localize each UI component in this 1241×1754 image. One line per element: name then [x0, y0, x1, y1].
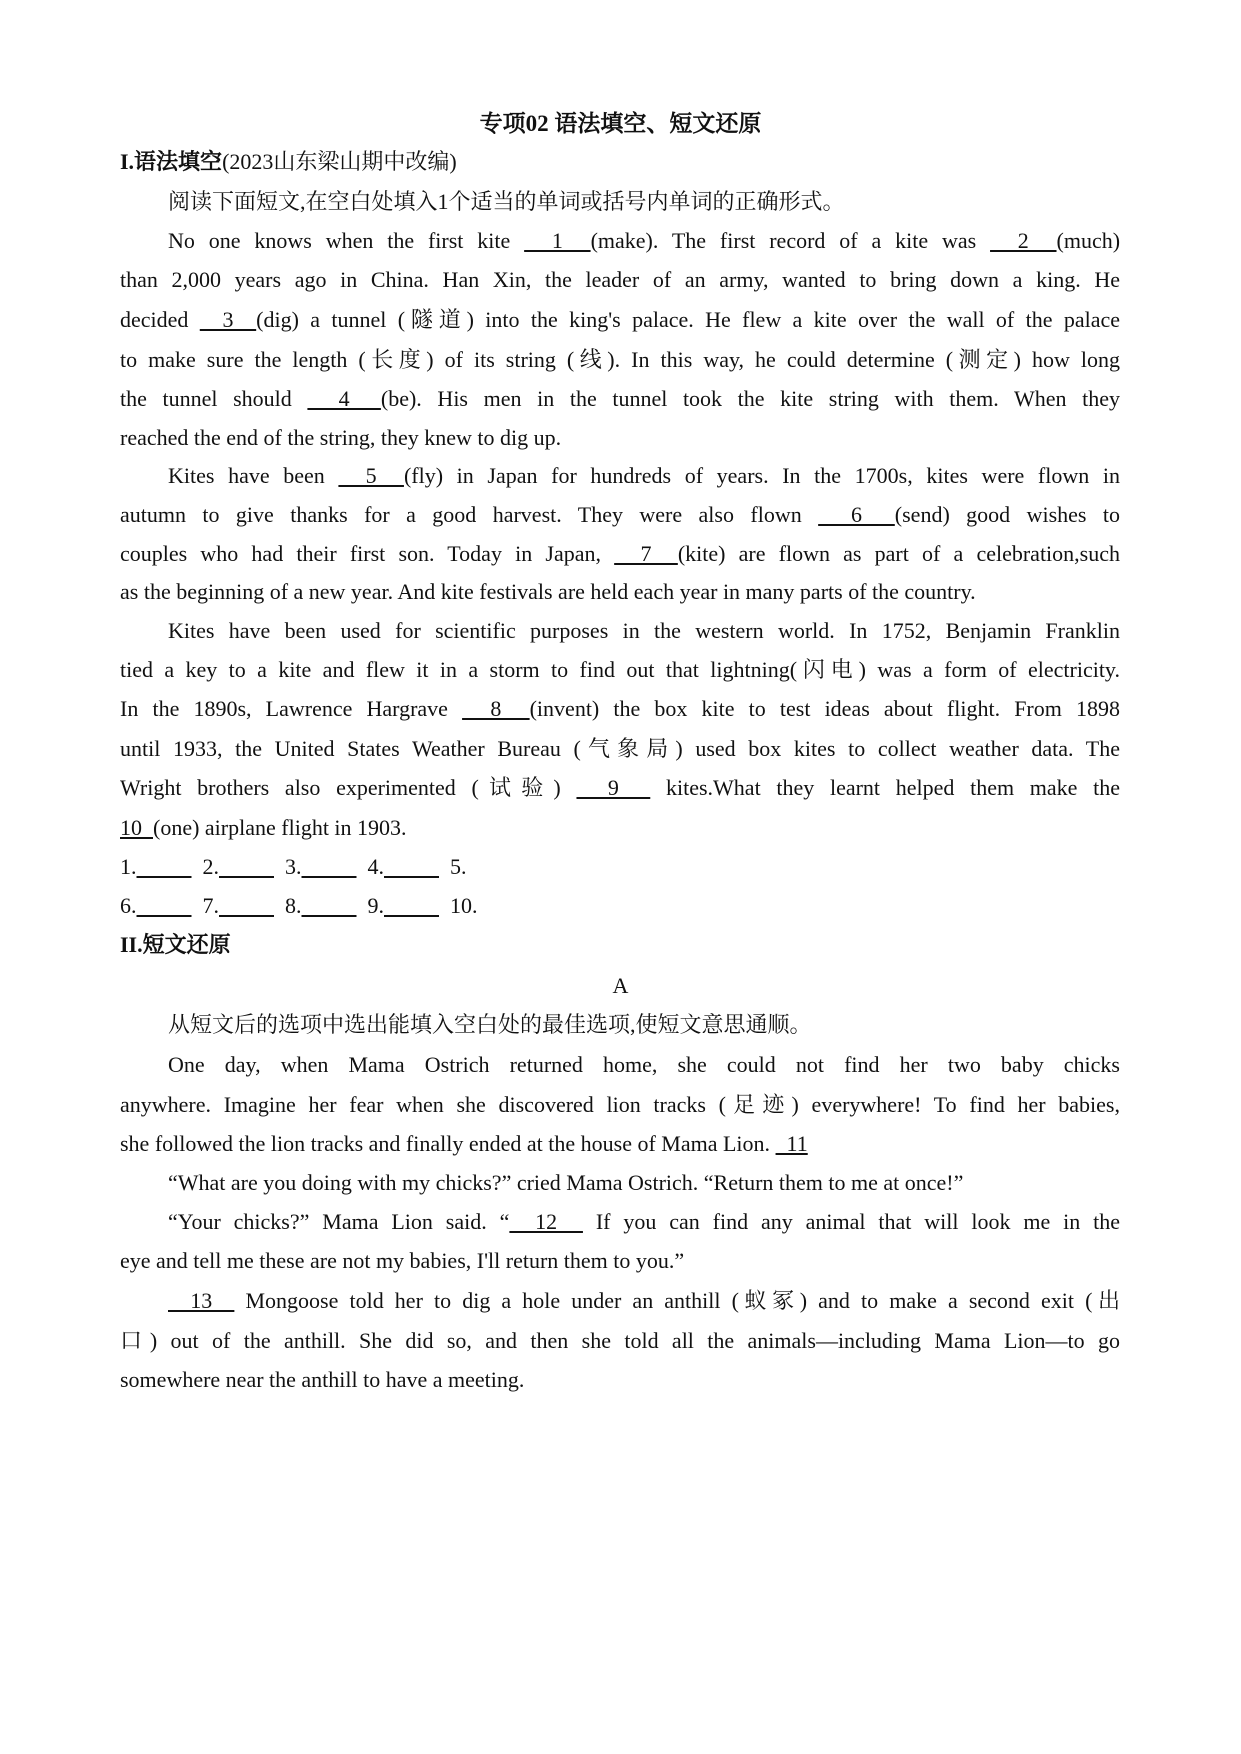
p3-line1: Kites have been used for scientific purposes in the western world. In 1752, Benjamin Franklin — [168, 618, 1120, 643]
p1-line5: the tunnel should 4 (be). His men in the tunnel took the kite string with them. When they — [120, 386, 1120, 411]
s2-p1-line1: One day, when Mama Ostrich returned home, she could not find her two baby chicks — [168, 1052, 1120, 1077]
s2-p4-line2: 口) out of the anthill. She did so, and then she told all the animals—including Mama Lion—to go — [120, 1328, 1120, 1353]
p3-line6: 10 (one) airplane flight in 1903. — [120, 815, 407, 840]
s2-p2: “What are you doing with my chicks?” cried Mama Ostrich. “Return them to me at once!” — [168, 1170, 964, 1195]
answer-blank-2[interactable] — [219, 847, 274, 887]
s2-p4-line3: somewhere near the anthill to have a meeting. — [120, 1367, 525, 1392]
answer-label-6: 6. — [120, 893, 137, 918]
answer-blank-7[interactable] — [219, 886, 274, 926]
blank-13: 13 — [168, 1288, 235, 1313]
answer-blank-8[interactable] — [302, 886, 357, 926]
answer-row-2 — [120, 886, 1120, 926]
s2-p1-line3: she followed the lion tracks and finally ended at the house of Mama Lion. 11 — [120, 1131, 808, 1156]
answer-blank-3[interactable] — [302, 847, 357, 887]
answer-row-1 — [120, 847, 1120, 887]
p1-line3: decided 3 (dig) a tunnel (隧道) into the king's palace. He flew a kite over the wall of the palace — [120, 307, 1120, 332]
answer-blank-9[interactable] — [384, 886, 439, 926]
s2-p3-line1: “Your chicks?” Mama Lion said. “ 12 If you can find any animal that will look me in the — [168, 1209, 1121, 1234]
blank-10: 10 — [120, 815, 153, 840]
blank-12: 12 — [509, 1209, 583, 1234]
p3-line4: until 1933, the United States Weather Bureau (气象局) used box kites to collect weather data. The — [120, 736, 1120, 761]
blank-6: 6 — [818, 502, 895, 527]
answer-blank-1[interactable] — [137, 847, 192, 887]
blank-4: 4 — [307, 386, 381, 411]
p1-line1: No one knows when the first kite 1 (make). The first record of a kite was 2 (much) — [168, 228, 1121, 253]
answer-label-10: 10. — [450, 893, 478, 918]
p1-line4: to make sure the length (长度) of its string (线). In this way, he could determine (测定) how long — [120, 347, 1120, 372]
p3-line3: In the 1890s, Lawrence Hargrave 8 (invent) the box kite to test ideas about flight. From 1898 — [120, 696, 1121, 721]
blank-5: 5 — [338, 463, 404, 488]
blank-8: 8 — [462, 696, 530, 721]
blank-3: 3 — [199, 307, 257, 332]
section1-heading: I.语法填空 — [120, 149, 223, 174]
section1-source: (2023山东梁山期中改编) — [222, 149, 457, 174]
blank-7: 7 — [614, 541, 678, 566]
answer-label-4: 4. — [367, 854, 384, 879]
answer-label-7: 7. — [202, 893, 219, 918]
answer-blank-4[interactable] — [384, 847, 439, 887]
section2-instruction: 从短文后的选项中选出能填入空白处的最佳选项,使短文意思通顺。 — [168, 1012, 812, 1037]
p1-line2: than 2,000 years ago in China. Han Xin, the leader of an army, wanted to bring down a king. He — [120, 267, 1120, 292]
p3-line5: Wright brothers also experimented (试验) 9 kites.What they learnt helped them make the — [120, 775, 1120, 800]
s2-p4-line1: 13 Mongoose told her to dig a hole under an anthill (蚁冢) and to make a second exit (出 — [168, 1288, 1121, 1313]
p3-line2: tied a key to a kite and flew it in a storm to find out that lightning(闪电) was a form of electricity. — [120, 657, 1120, 682]
answer-label-2: 2. — [202, 854, 219, 879]
answer-label-1: 1. — [120, 854, 137, 879]
section1-instruction: 阅读下面短文,在空白处填入1个适当的单词或括号内单词的正确形式。 — [168, 189, 845, 214]
document-title: 专项02 语法填空、短文还原 — [479, 111, 762, 136]
blank-11: 11 — [775, 1131, 808, 1156]
p2-line3: couples who had their first son. Today in Japan, 7 (kite) are flown as part of a celebration,such — [120, 541, 1120, 566]
blank-9: 9 — [576, 775, 651, 800]
answer-label-3: 3. — [285, 854, 302, 879]
answer-blank-6[interactable] — [137, 886, 192, 926]
answer-label-9: 9. — [367, 893, 384, 918]
answer-label-8: 8. — [285, 893, 302, 918]
section2-heading: II.短文还原 — [120, 932, 231, 957]
p1-line6: reached the end of the string, they knew to dig up. — [120, 425, 562, 450]
s2-p1-line2: anywhere. Imagine her fear when she discovered lion tracks (足迹) everywhere! To find her babies, — [120, 1092, 1120, 1117]
p2-line1: Kites have been 5 (fly) in Japan for hundreds of years. In the 1700s, kites were flown in — [168, 463, 1121, 488]
section1-heading-line — [120, 142, 1120, 182]
section2-sub: A — [612, 973, 629, 998]
answer-label-5: 5. — [450, 854, 467, 879]
blank-2: 2 — [990, 228, 1057, 253]
p2-line4: as the beginning of a new year. And kite festivals are held each year in many parts of the country. — [120, 579, 976, 604]
p2-line2: autumn to give thanks for a good harvest. They were also flown 6 (send) good wishes to — [120, 502, 1121, 527]
s2-p3-line2: eye and tell me these are not my babies, I'll return them to you.” — [120, 1248, 685, 1273]
blank-1: 1 — [524, 228, 591, 253]
